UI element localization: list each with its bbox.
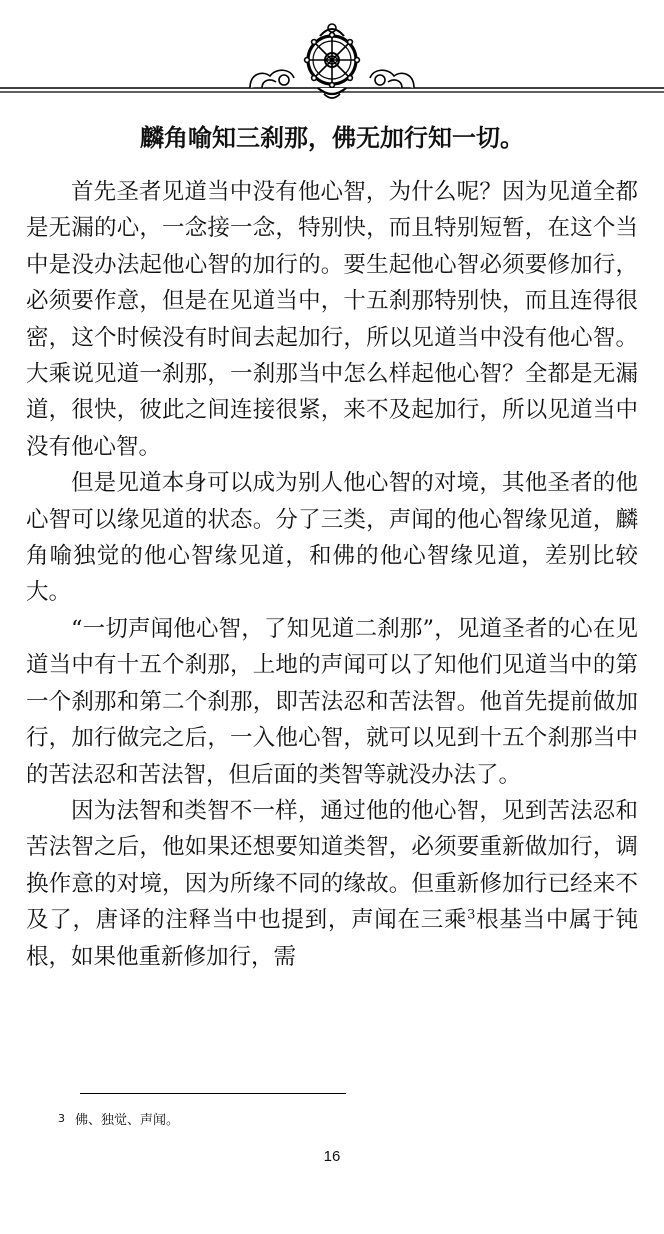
page-number: 16: [323, 1148, 341, 1165]
dharma-wheel-icon: [305, 24, 360, 98]
paragraph: “一切声闻他心智，了知见道二刹那”，见道圣者的心在见道当中有十五个刹那，上地的声闻可以了知他们见道当中的第一个刹那和第二个刹那，即苦法忍和苦法智。他首先提前做加行，加行做完之后，一入他心智，就可以见到十五个刹那当中的苦法忍和苦法智，但后面的类智等就没办法了。: [26, 615, 638, 788]
dharma-wheel-header-ornament: [0, 0, 664, 110]
cloud-scroll-left: [250, 70, 294, 88]
paragraph-text: 根基当中属于钝根，如果他重新修加行，需: [26, 907, 638, 970]
footnote: [58, 1109, 179, 1131]
body-text: [26, 174, 638, 975]
paragraph: 但是见道本身可以成为别人他心智的对境，其他圣者的他心智可以缘见道的状态。分了三类，声闻的他心智缘见道，麟角喻独觉的他心智缘见道，和佛的他心智缘见道，差别比较大。: [26, 470, 638, 606]
cloud-scroll-right: [370, 70, 414, 88]
footnote-mark: 3: [58, 1112, 65, 1125]
footnote-reference[interactable]: 3: [467, 907, 476, 923]
paragraph: 首先圣者见道当中没有他心智，为什么呢？因为见道全都是无漏的心，一念接一念，特别快，而且特别短暂，在这个当中是没办法起他心智的加行的。要生起他心智必须要修加行，必须要作意，但是在见道当中，十五刹那特别快，而且连得很密，这个时候没有时间去起加行，所以见道当中没有他心智。大乘说见道一刹那，一刹那当中怎么样起他心智？全都是无漏道，很快，彼此之间连接很紧，来不及起加行，所以见道当中没有他心智。: [26, 179, 638, 460]
footnote-divider: [80, 1093, 346, 1094]
paragraph: [26, 793, 638, 975]
paragraph-text: 因为法智和类智不一样，通过他的他心智，见到苦法忍和苦法智之后，他如果还想要知道类智，必须要重新做加行，调换作意的对境，因为所缘不同的缘故。但重新修加行已经来不及了，唐译的注释当中也提到，声闻在三乘: [26, 797, 638, 934]
section-heading: 麟角喻知三刹那，佛无加行知一切。: [140, 124, 524, 152]
footnote-text: 佛、独觉、声闻。: [75, 1113, 180, 1128]
